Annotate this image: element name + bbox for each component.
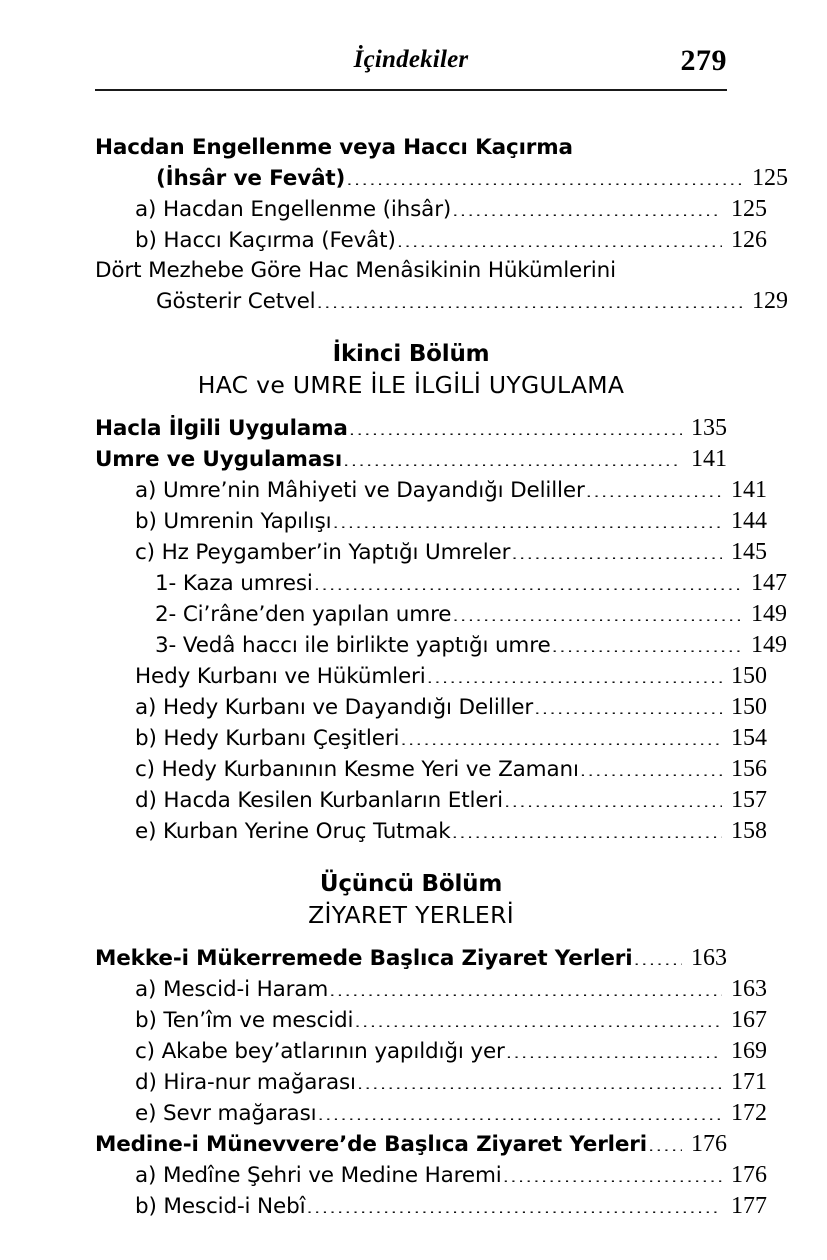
toc-entry[interactable] [95, 754, 767, 785]
toc-entry-page-number: 145 [731, 539, 767, 565]
toc-entry-label: a) Mescid-i Haram [135, 977, 329, 1002]
toc-entry[interactable] [95, 1160, 767, 1191]
dot-leader [534, 693, 722, 715]
toc-entry-continuation[interactable] [95, 133, 727, 163]
toc-entry-label: 1- Kaza umresi [155, 571, 313, 596]
dot-leader [357, 1068, 722, 1090]
toc-entry-page-number: 144 [731, 508, 767, 534]
toc-entry[interactable] [95, 785, 767, 816]
toc-entry-label: 2- Ci’râne’den yapılan umre [155, 602, 452, 627]
part-heading-subtitle: HAC ve UMRE İLE İLGİLİ UYGULAMA [197, 371, 625, 399]
toc-entry[interactable] [95, 1005, 767, 1036]
toc-entry-page-number: 163 [731, 976, 767, 1002]
toc-entry-label: b) Haccı Kaçırma (Fevât) [135, 228, 396, 253]
toc-entry-label: a) Medîne Şehri ve Medine Haremi [135, 1163, 502, 1188]
toc-entry[interactable] [95, 163, 788, 194]
toc-entry-page-number: 156 [731, 756, 767, 782]
page-number: 279 [680, 44, 727, 77]
dot-leader [343, 445, 682, 467]
toc-entry[interactable] [95, 537, 767, 568]
toc-entry[interactable] [95, 194, 767, 225]
toc-entry-label: Gösterir Cetvel [156, 289, 316, 314]
toc-entry-label: b) Hedy Kurbanı Çeşitleri [135, 726, 400, 751]
dot-leader [397, 226, 722, 248]
toc-entry-page-number: 177 [731, 1193, 767, 1219]
part-heading-title: İkinci Bölüm [332, 341, 490, 367]
toc-entry-label: Hacla İlgili Uygulama [95, 416, 348, 441]
toc-entry-label: Hacdan Engellenme veya Haccı Kaçırma [95, 135, 573, 160]
toc-entry-label: c) Hz Peygamber’in Yaptığı Umreler [135, 540, 511, 565]
toc-entry-label: b) Ten’îm ve mescidi [135, 1008, 354, 1033]
dot-leader [506, 1037, 722, 1059]
dot-leader [346, 164, 743, 186]
toc-entry-label: d) Hira-nur mağarası [135, 1070, 356, 1095]
toc-entry-page-number: 125 [731, 196, 767, 222]
toc-entry[interactable] [95, 1098, 767, 1129]
toc-entry-label: b) Mescid-i Nebî [135, 1194, 306, 1219]
toc-entry-page-number: 150 [731, 663, 767, 689]
spacer [95, 401, 727, 413]
toc-entry[interactable] [95, 943, 727, 974]
dot-leader [633, 944, 682, 966]
toc-entry-label: e) Sevr mağarası [135, 1101, 317, 1126]
dot-leader [317, 287, 743, 309]
spacer [95, 847, 727, 869]
dot-leader [580, 755, 722, 777]
toc-entry-label: d) Hacda Kesilen Kurbanların Etleri [135, 788, 503, 813]
toc-entry-label: (İhsâr ve Fevât) [156, 166, 346, 191]
toc-entry-page-number: 172 [731, 1100, 767, 1126]
toc-entry-label: c) Hedy Kurbanının Kesme Yeri ve Zamanı [135, 757, 579, 782]
toc-entry[interactable] [95, 506, 767, 537]
toc-entry-page-number: 125 [752, 165, 788, 191]
dot-leader [317, 1099, 722, 1121]
dot-leader [332, 507, 722, 529]
dot-leader [503, 1161, 722, 1183]
toc-entry-page-number: 158 [731, 818, 767, 844]
toc-entry[interactable] [95, 413, 727, 444]
toc-entry[interactable] [95, 475, 767, 506]
toc-entry-page-number: 141 [691, 446, 727, 472]
toc-entry-label: Umre ve Uygulaması [95, 447, 343, 472]
toc-entry-label: 3- Vedâ haccı ile birlikte yaptığı umre [155, 633, 551, 658]
toc-entry-page-number: 126 [731, 227, 767, 253]
toc-entry[interactable] [95, 1129, 727, 1160]
toc-entry[interactable] [95, 1036, 767, 1067]
table-of-contents [95, 133, 788, 1222]
toc-entry-page-number: 176 [731, 1162, 767, 1188]
toc-entry[interactable] [95, 692, 767, 723]
page-title: İçindekiler [353, 46, 469, 73]
dot-leader [314, 569, 742, 591]
spacer [95, 317, 727, 339]
toc-entry[interactable] [95, 974, 767, 1005]
toc-entry[interactable] [95, 444, 727, 475]
dot-leader [400, 724, 722, 746]
dot-leader [552, 631, 742, 653]
dot-leader [349, 414, 682, 436]
toc-entry-label: Dört Mezhebe Göre Hac Menâsikinin Hükümlerini [95, 258, 616, 283]
toc-entry[interactable] [95, 723, 767, 754]
toc-entry[interactable] [95, 816, 767, 847]
toc-entry-label: Hedy Kurbanı ve Hükümleri [135, 664, 426, 689]
part-heading-title: Üçüncü Bölüm [319, 871, 503, 897]
part-heading-subtitle: ZİYARET YERLERİ [308, 901, 514, 929]
toc-entry-page-number: 169 [731, 1038, 767, 1064]
toc-entry-page-number: 147 [751, 570, 787, 596]
running-head [95, 44, 727, 86]
toc-entry[interactable] [95, 286, 788, 317]
dot-leader [648, 1130, 682, 1152]
toc-entry[interactable] [95, 1191, 767, 1222]
toc-entry-page-number: 154 [731, 725, 767, 751]
dot-leader [306, 1192, 722, 1214]
dot-leader [427, 662, 722, 684]
part-heading [95, 339, 727, 401]
toc-entry-label: c) Akabe bey’atlarının yapıldığı yer [135, 1039, 505, 1064]
toc-entry[interactable] [95, 1067, 767, 1098]
dot-leader [452, 600, 742, 622]
toc-entry-page-number: 135 [691, 415, 727, 441]
toc-entry-page-number: 129 [752, 288, 788, 314]
toc-entry-label: a) Umre’nin Mâhiyeti ve Dayandığı Deliller [135, 478, 585, 503]
header-divider [95, 89, 727, 91]
toc-entry-label: b) Umrenin Yapılışı [135, 509, 332, 534]
part-heading [95, 869, 727, 931]
dot-leader [452, 817, 722, 839]
toc-entry-page-number: 167 [731, 1007, 767, 1033]
toc-entry-page-number: 171 [731, 1069, 767, 1095]
dot-leader [504, 786, 722, 808]
toc-entry-page-number: 163 [691, 945, 727, 971]
dot-leader [511, 538, 722, 560]
toc-entry-label: Mekke-i Mükerremede Başlıca Ziyaret Yerleri [95, 946, 633, 971]
toc-entry-label: Medine-i Münevvere’de Başlıca Ziyaret Yerleri [95, 1132, 647, 1157]
dot-leader [354, 1006, 722, 1028]
toc-entry-page-number: 176 [691, 1131, 727, 1157]
toc-entry[interactable] [95, 630, 787, 661]
toc-entry-label: a) Hedy Kurbanı ve Dayandığı Deliller [135, 695, 534, 720]
toc-entry-page-number: 141 [731, 477, 767, 503]
toc-entry-page-number: 150 [731, 694, 767, 720]
spacer [95, 931, 727, 943]
toc-entry-page-number: 149 [751, 632, 787, 658]
toc-entry-label: e) Kurban Yerine Oruç Tutmak [135, 819, 451, 844]
toc-entry[interactable] [95, 599, 787, 630]
toc-entry-page-number: 157 [731, 787, 767, 813]
dot-leader [452, 195, 722, 217]
toc-entry[interactable] [95, 225, 767, 256]
toc-entry-page-number: 149 [751, 601, 787, 627]
toc-entry-continuation[interactable] [95, 256, 727, 286]
toc-entry[interactable] [95, 661, 767, 692]
dot-leader [329, 975, 722, 997]
dot-leader [586, 476, 722, 498]
toc-entry[interactable] [95, 568, 787, 599]
toc-entry-label: a) Hacdan Engellenme (ihsâr) [135, 197, 452, 222]
